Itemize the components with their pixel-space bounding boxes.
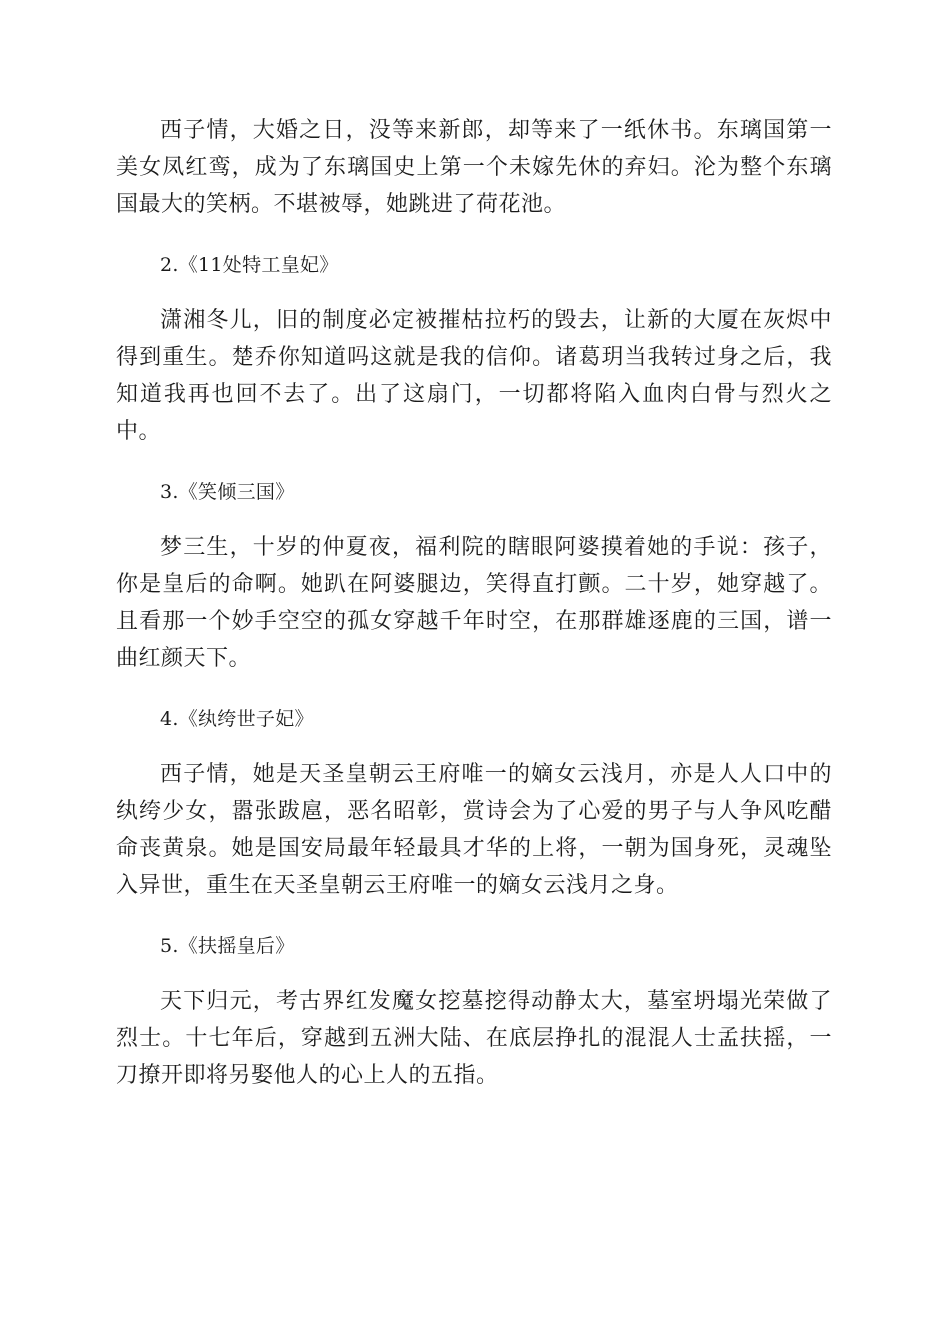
spacer — [116, 284, 832, 302]
document-page — [116, 112, 832, 1094]
spacer — [116, 511, 832, 529]
heading-2: 2.《11处特工皇妃》 — [160, 254, 339, 276]
paragraph-3: 梦三生，十岁的仲夏夜，福利院的瞎眼阿婆摸着她的手说：孩子，你是皇后的命啊。她趴在阿婆腿边，笑得直打颤。二十岁，她穿越了。且看那一个妙手空空的孤女穿越千年时空，在那群雄逐鹿的三国，谱一曲红颜天下。 — [116, 535, 832, 671]
spacer — [116, 738, 832, 756]
paragraph-4: 西子情，她是天圣皇朝云王府唯一的嫡女云浅月，亦是人人口中的纨绔少女，嚣张跋扈，恶名昭彰，赏诗会为了心爱的男子与人争风吃醋命丧黄泉。她是国安局最年轻最具才华的上将，一朝为国身死，灵魂坠入异世，重生在天圣皇朝云王府唯一的嫡女云浅月之身。 — [116, 762, 832, 898]
spacer — [116, 223, 832, 247]
paragraph-2: 潇湘冬儿，旧的制度必定被摧枯拉朽的毁去，让新的大厦在灰烬中得到重生。楚乔你知道吗这就是我的信仰。诸葛玥当我转过身之后，我知道我再也回不去了。出了这扇门，一切都将陷入血肉白骨与烈火之中。 — [116, 308, 832, 444]
paragraph-1: 西子情，大婚之日，没等来新郎，却等来了一纸休书。东璃国第一美女凤红鸾，成为了东璃国史上第一个未嫁先休的弃妇。沦为整个东璃国最大的笑柄。不堪被辱，她跳进了荷花池。 — [116, 118, 832, 217]
spacer — [116, 450, 832, 474]
spacer — [116, 965, 832, 983]
heading-4: 4.《纨绔世子妃》 — [160, 708, 314, 730]
heading-5: 5.《扶摇皇后》 — [160, 935, 295, 957]
paragraph-5: 天下归元，考古界红发魔女挖墓挖得动静太大，墓室坍塌光荣做了烈士。十七年后，穿越到五洲大陆、在底层挣扎的混混人士孟扶摇，一刀撩开即将另娶他人的心上人的五指。 — [116, 989, 832, 1088]
spacer — [116, 904, 832, 928]
heading-3: 3.《笑倾三国》 — [160, 481, 295, 503]
spacer — [116, 677, 832, 701]
